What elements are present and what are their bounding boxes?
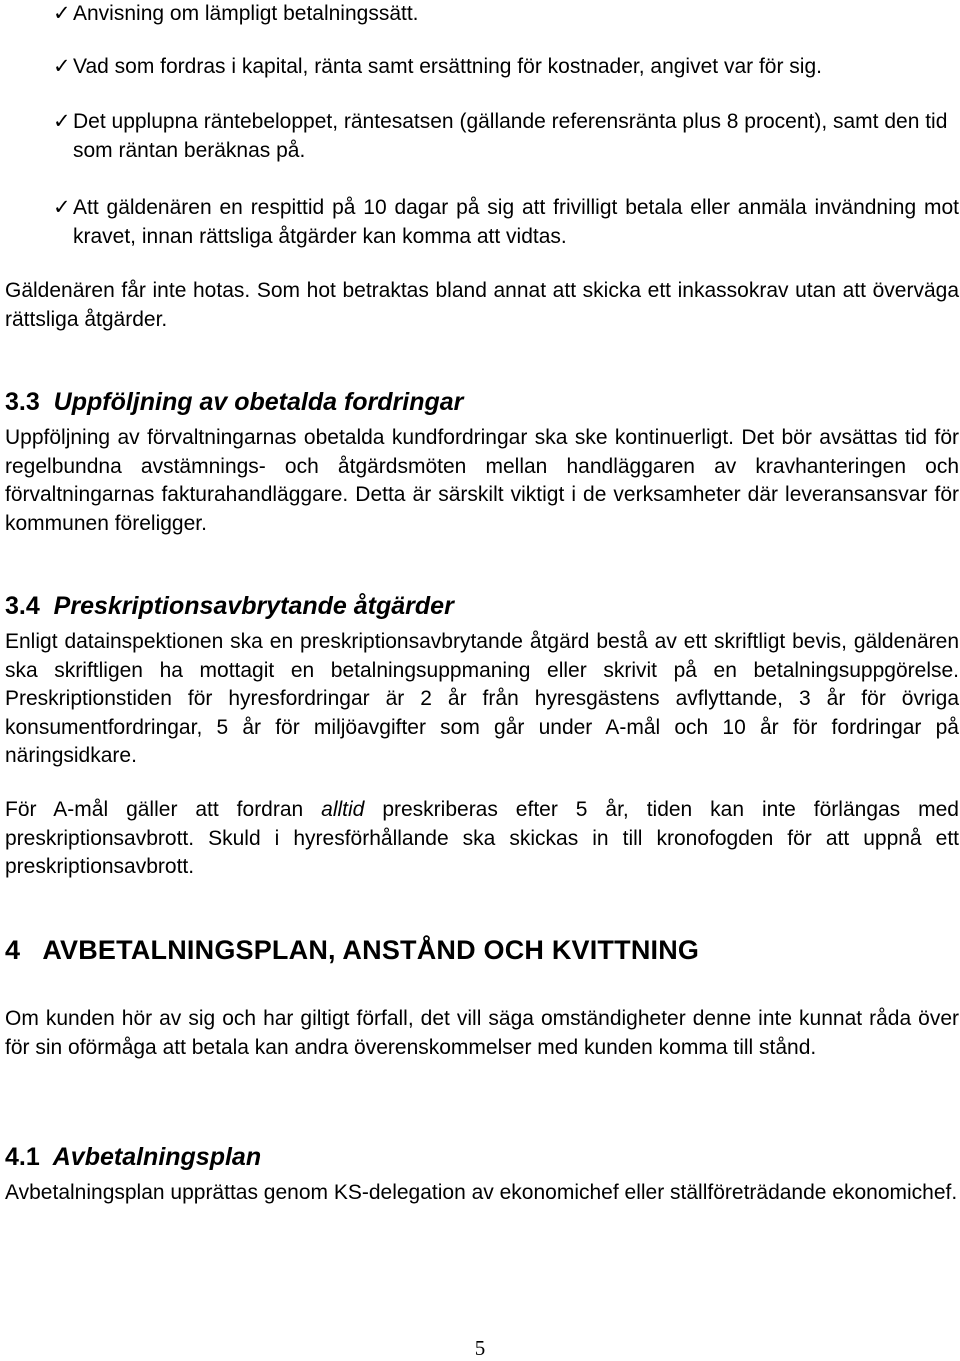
checklist-text: Anvisning om lämpligt betalningssätt. [73, 2, 419, 25]
section-3-4-body-amal [5, 796, 959, 882]
chapter-4-body: Om kunden hör av sig och har giltigt förfall, det vill säga omständigheter denne inte kunnat råda över för sin oförmåga att betala kan andra överenskommelser med kunden komma till stånd. [5, 1007, 959, 1059]
text-run: preskriberas efter 5 år, tiden kan inte förlängas med preskriptionsavbrott. Skuld i hyresförhållande ska skickas in till kronofogden för att uppnå ett preskriptionsavbrott. [5, 798, 959, 878]
section-title: Avbetalningsplan [52, 1143, 262, 1171]
checklist-text: Det upplupna räntebeloppet, räntesatsen (gällande referensränta plus 8 procent), samt den tid som räntan beräknas på. [73, 110, 948, 162]
section-heading-3-3 [5, 387, 463, 417]
section-3-3-body: Uppföljning av förvaltningarnas obetalda kundfordringar ska ske kontinuerligt. Det bör avsättas tid för regelbundna avstämnings- och åtgärdsmöten mellan handläggaren av kravhanteringen och förvaltningarnas fakturahandläggare. Detta är särskilt viktigt i de verksamheter där leveransansvar för kommunen föreligger. [5, 426, 959, 535]
checklist-item [53, 194, 959, 251]
chapter-number: 4 [5, 935, 21, 965]
section-3-4-body: Enligt datainspektionen ska en preskriptionsavbrytande åtgärd bestå av ett skriftligt bevis, gäldenären ska skriftligen ha mottagit en betalningsuppmaning eller skrivit på en betalningsuppgörelse. Preskriptionstiden för hyresfordringar är 2 år från hyresgästens avflyttande, 3 år för övriga konsumentfordringar, 5 år för miljöavgifter som går under A-mål och 10 år för fordringar på näringsidkare. [5, 630, 959, 767]
checklist-item [53, 0, 959, 29]
emphasis-alltid: alltid [321, 798, 365, 821]
checkmark-icon: ✓ [53, 2, 71, 25]
section-4-1-body: Avbetalningsplan upprättas genom KS-delegation av ekonomichef eller ställföreträdande ekonomichef. [5, 1181, 958, 1204]
checkmark-icon: ✓ [53, 196, 71, 219]
section-title: Uppföljning av obetalda fordringar [53, 388, 464, 416]
text-run: För A-mål gäller att fordran [5, 798, 322, 821]
chapter-title: AVBETALNINGSPLAN, ANSTÅND OCH KVITTNING [42, 935, 700, 965]
section-number: 3.3 [5, 388, 40, 416]
checklist-text: Att gäldenären en respittid på 10 dagar på sig att frivilligt betala eller anmäla invändning mot kravet, innan rättsliga åtgärder kan komma att vidtas. [73, 196, 959, 248]
section-title: Preskriptionsavbrytande åtgärder [53, 592, 454, 620]
section-number: 4.1 [5, 1143, 40, 1171]
checkmark-icon: ✓ [53, 110, 71, 133]
page-number: 5 [474, 1336, 486, 1360]
checklist-text: Vad som fordras i kapital, ränta samt ersättning för kostnader, angivet var för sig. [73, 55, 822, 78]
chapter-heading-4 [5, 934, 699, 966]
checkmark-icon: ✓ [53, 55, 71, 78]
section-heading-4-1 [5, 1142, 261, 1172]
checklist-item [53, 108, 959, 165]
section-heading-3-4 [5, 591, 454, 621]
checklist-item [53, 53, 959, 82]
paragraph-hotas: Gäldenären får inte hotas. Som hot betraktas bland annat att skicka ett inkassokrav utan att överväga rättsliga åtgärder. [5, 279, 959, 331]
section-number: 3.4 [5, 592, 40, 620]
